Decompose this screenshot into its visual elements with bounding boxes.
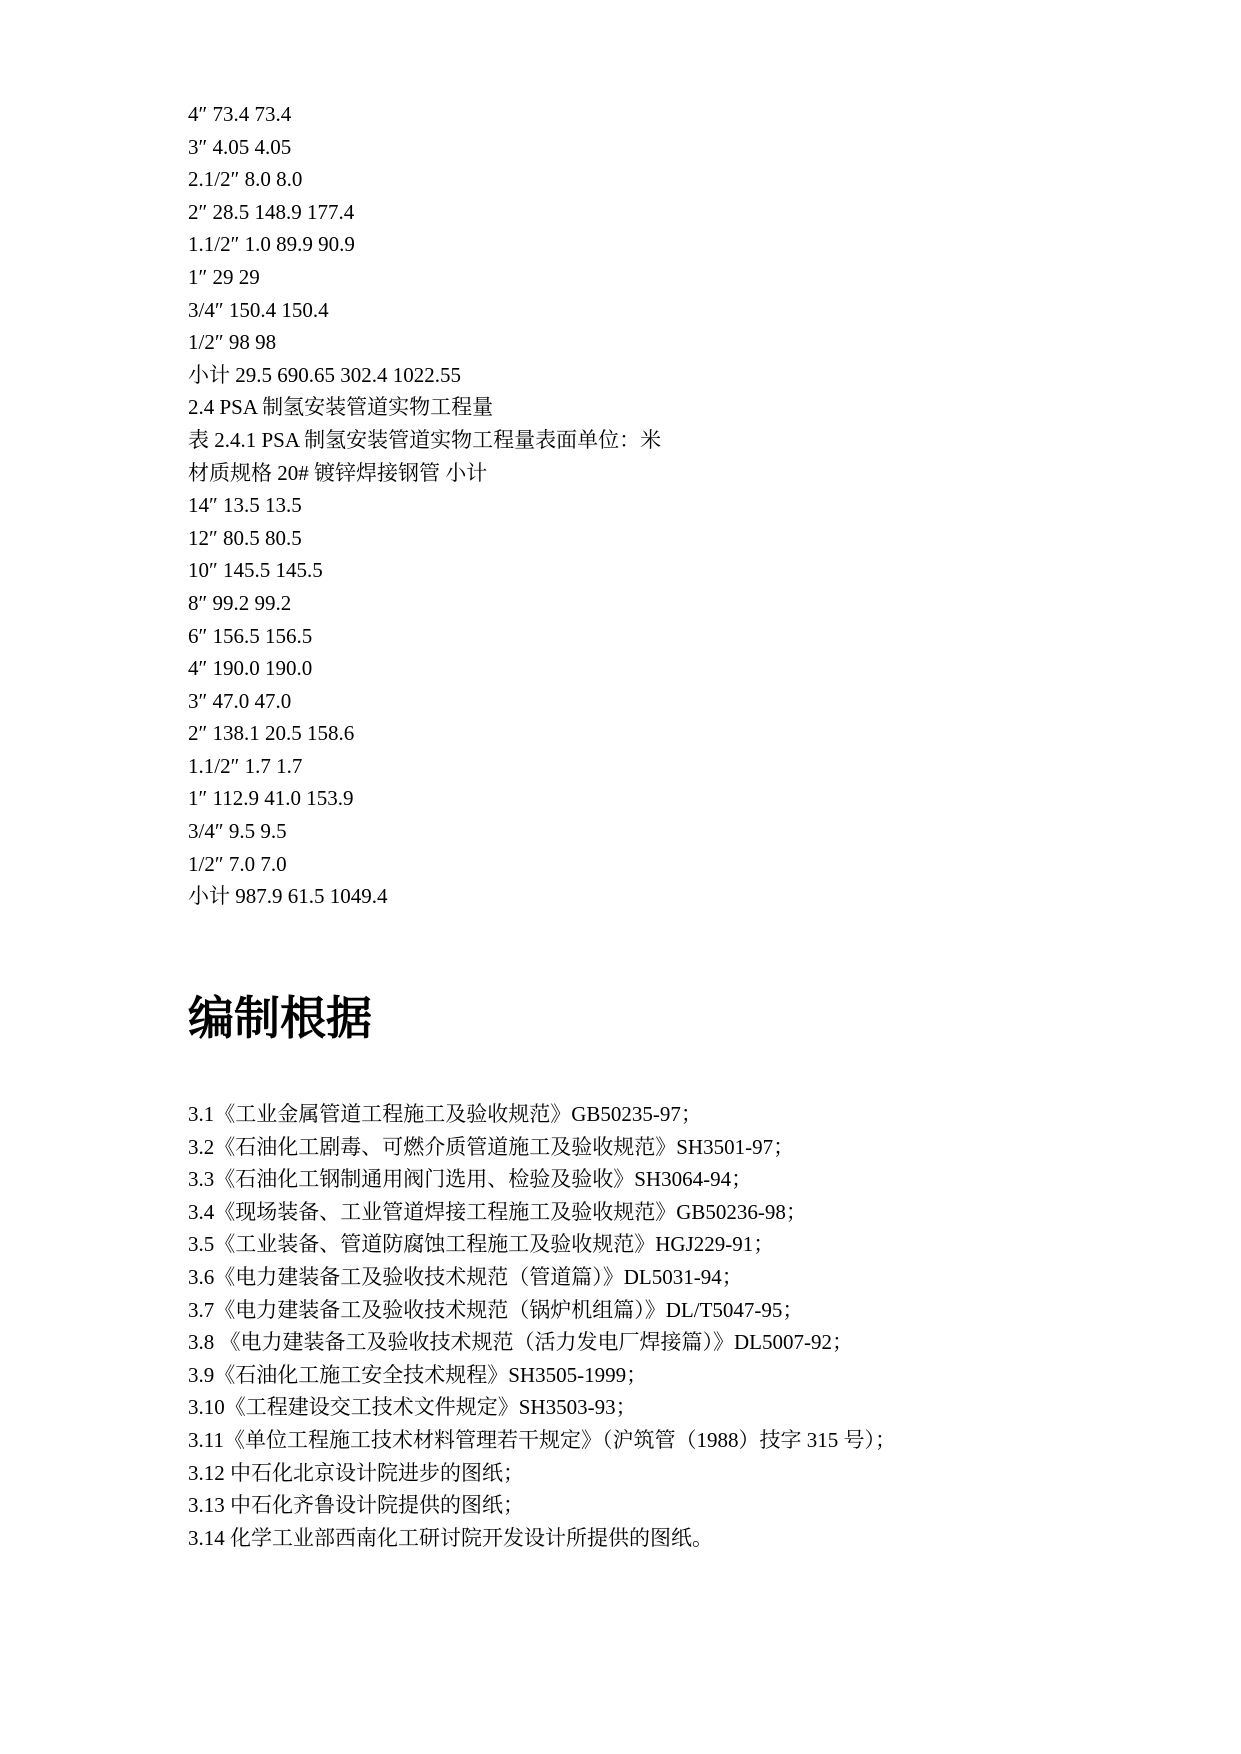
list-line: 1/2″ 98 98	[188, 330, 277, 355]
list-line: 1.1/2″ 1.7 1.7	[188, 753, 303, 778]
list-line: 4″ 73.4 73.4	[188, 102, 292, 126]
list-line: 3″ 47.0 47.0	[188, 688, 292, 713]
reference-item: 3.10《工程建设交工技术文件规定》SH3503-93；	[188, 1395, 637, 1420]
reference-item: 3.2《石油化工剧毒、可燃介质管道施工及验收规范》SH3501-97；	[188, 1134, 795, 1159]
list-line: 3/4″ 150.4 150.4	[188, 297, 329, 322]
quantity-list	[188, 98, 1188, 913]
page-heading: 编制根据	[188, 991, 372, 1045]
list-line: 12″ 80.5 80.5	[188, 525, 302, 550]
table-header: 材质规格 20# 镀锌焊接钢管 小计	[188, 460, 488, 485]
section-title: 2.4 PSA 制氢安装管道实物工程量	[188, 395, 494, 420]
reference-item: 3.4《现场装备、工业管道焊接工程施工及验收规范》GB50236-98；	[188, 1199, 807, 1224]
list-line: 3/4″ 9.5 9.5	[188, 819, 287, 844]
reference-item: 3.12 中石化北京设计院进步的图纸；	[188, 1460, 524, 1485]
list-line: 3″ 4.05 4.05	[188, 134, 292, 159]
reference-item: 3.14 化学工业部西南化工研讨院开发设计所提供的图纸。	[188, 1525, 713, 1550]
reference-item: 3.6《电力建装备工及验收技术规范（管道篇）》DL5031-94；	[188, 1264, 743, 1289]
list-line: 1/2″ 7.0 7.0	[188, 851, 287, 876]
list-line: 6″ 156.5 156.5	[188, 623, 313, 648]
reference-item: 3.13 中石化齐鲁设计院提供的图纸；	[188, 1493, 524, 1518]
reference-item: 3.1《工业金属管道工程施工及验收规范》GB50235-97；	[188, 1102, 702, 1126]
list-line: 8″ 99.2 99.2	[188, 590, 292, 615]
list-line: 4″ 190.0 190.0	[188, 656, 313, 681]
reference-list	[188, 1098, 1188, 1554]
table-caption: 表 2.4.1 PSA 制氢安装管道实物工程量表面单位：米	[188, 427, 662, 452]
list-line: 2″ 138.1 20.5 158.6	[188, 721, 355, 746]
subtotal-line: 小计 987.9 61.5 1049.4	[188, 884, 388, 909]
list-line: 1″ 112.9 41.0 153.9	[188, 786, 354, 811]
list-line: 14″ 13.5 13.5	[188, 493, 302, 518]
reference-item: 3.7《电力建装备工及验收技术规范（锅炉机组篇）》DL/T5047-95；	[188, 1297, 804, 1322]
list-line: 2″ 28.5 148.9 177.4	[188, 199, 355, 224]
reference-item: 3.8 《电力建装备工及验收技术规范（活力发电厂焊接篇）》DL5007-92；	[188, 1330, 853, 1355]
list-line: 10″ 145.5 145.5	[188, 558, 323, 583]
list-line: 2.1/2″ 8.0 8.0	[188, 167, 303, 192]
reference-item: 3.5《工业装备、管道防腐蚀工程施工及验收规范》HGJ229-91；	[188, 1232, 775, 1257]
reference-item: 3.11《单位工程施工技术材料管理若干规定》（沪筑管（1988）技字 315 号）；	[188, 1427, 896, 1452]
list-line: 1″ 29 29	[188, 264, 260, 289]
subtotal-line: 小计 29.5 690.65 302.4 1022.55	[188, 362, 461, 387]
reference-item: 3.9《石油化工施工安全技术规程》SH3505-1999；	[188, 1362, 648, 1387]
reference-item: 3.3《石油化工钢制通用阀门选用、检验及验收》SH3064-94；	[188, 1167, 753, 1192]
list-line: 1.1/2″ 1.0 89.9 90.9	[188, 232, 355, 257]
